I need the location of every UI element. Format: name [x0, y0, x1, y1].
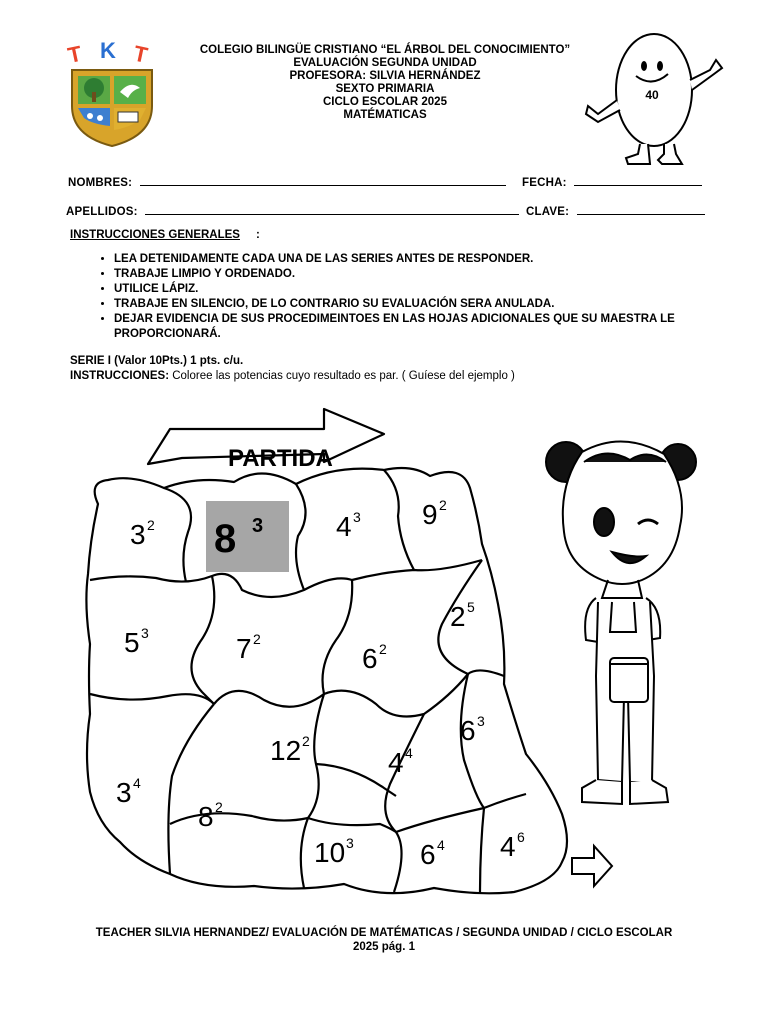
- instruction-item: • TRABAJE EN SILENCIO, DE LO CONTRARIO SU EVALUACIÓN SERA ANULADA.: [114, 297, 764, 312]
- nombres-label: NOMBRES:: [68, 177, 133, 189]
- power-base: 4: [388, 747, 404, 778]
- power-base: 6: [420, 839, 436, 870]
- power-base: 5: [124, 627, 140, 658]
- serie-title: SERIE I (Valor 10Pts.) 1 pts. c/u.: [70, 355, 244, 367]
- power-base: 9: [422, 499, 438, 530]
- instruction-item: • UTILICE LÁPIZ.: [114, 282, 764, 297]
- apellidos-row: [66, 203, 519, 218]
- power-base: 4: [500, 831, 516, 862]
- start-label: PARTIDA: [228, 445, 333, 472]
- power-cell[interactable]: [314, 835, 354, 868]
- serie-instructions-label: INSTRUCCIONES:: [70, 370, 170, 382]
- power-cell[interactable]: [422, 497, 447, 530]
- power-exponent: 2: [147, 517, 155, 533]
- fecha-label: FECHA:: [522, 177, 567, 189]
- power-base: 3: [116, 777, 132, 808]
- power-base: 6: [460, 715, 476, 746]
- power-exponent: 2: [379, 641, 387, 657]
- subject: MATÉMATICAS: [343, 109, 427, 121]
- serie-instructions: [70, 370, 515, 382]
- power-exponent: 4: [405, 745, 413, 761]
- fecha-blank[interactable]: [574, 174, 702, 186]
- nombres-blank[interactable]: [140, 174, 506, 186]
- power-exponent: 2: [253, 631, 261, 647]
- instruction-item: • TRABAJE LIMPIO Y ORDENADO.: [114, 267, 764, 282]
- logo-letter-t1: T: [65, 40, 84, 68]
- instructions-list: [90, 252, 764, 342]
- logo-letter-k: K: [100, 40, 116, 63]
- power-exponent: 4: [133, 775, 141, 791]
- clave-row: [526, 203, 705, 218]
- power-exponent: 4: [437, 837, 445, 853]
- instruction-item: • DEJAR EVIDENCIA DE SUS PROCEDIMEINTOES EN LAS HOJAS ADICIONALES QUE SU MAESTRA LE PROPORCIONARÁ.: [114, 312, 764, 342]
- school-header: [180, 44, 590, 122]
- school-logo: [62, 40, 162, 148]
- serie-instructions-text: Coloree las potencias cuyo resultado es par. ( Guíese del ejemplo ): [172, 370, 515, 382]
- power-base: 6: [362, 643, 378, 674]
- next-arrow-icon: [570, 842, 614, 890]
- instructions-colon: :: [256, 229, 260, 241]
- teacher-name: PROFESORA: SILVIA HERNÁNDEZ: [289, 70, 481, 82]
- power-cell[interactable]: [198, 799, 223, 832]
- clave-label: CLAVE:: [526, 206, 570, 218]
- footer-line-1: TEACHER SILVIA HERNANDEZ/ EVALUACIÓN DE MATÉMATICAS / SEGUNDA UNIDAD / CICLO ESCOLAR: [95, 927, 673, 939]
- power-cell[interactable]: [388, 745, 413, 778]
- school-cycle: CICLO ESCOLAR 2025: [323, 96, 447, 108]
- power-cell[interactable]: [420, 837, 445, 870]
- power-exponent: 5: [467, 599, 475, 615]
- power-exponent: 3: [346, 835, 354, 851]
- power-cell[interactable]: [130, 517, 155, 550]
- power-base: 4: [336, 511, 352, 542]
- power-exponent: 3: [353, 509, 361, 525]
- power-exponent: 6: [517, 829, 525, 845]
- power-base: 3: [130, 519, 146, 550]
- power-cell[interactable]: [270, 733, 310, 766]
- grade: SEXTO PRIMARIA: [335, 83, 435, 95]
- power-cell[interactable]: [236, 631, 261, 664]
- apellidos-label: APELLIDOS:: [66, 206, 138, 218]
- instruction-item: • LEA DETENIDAMENTE CADA UNA DE LAS SERIES ANTES DE RESPONDER.: [114, 252, 764, 267]
- clave-blank[interactable]: [577, 203, 705, 215]
- nombres-row: [68, 174, 506, 189]
- power-base: 2: [450, 601, 466, 632]
- page-footer: [40, 926, 728, 954]
- power-base: 10: [314, 837, 346, 868]
- power-cell[interactable]: [336, 509, 361, 542]
- power-cell[interactable]: [460, 713, 485, 746]
- power-exponent: 3: [141, 625, 149, 641]
- apellidos-blank[interactable]: [145, 203, 519, 215]
- power-cell[interactable]: [500, 829, 525, 862]
- school-name: COLEGIO BILINGÜE CRISTIANO “EL ÁRBOL DEL CONOCIMIENTO”: [199, 44, 571, 56]
- power-exponent: 2: [302, 733, 310, 749]
- girl-illustration: [542, 426, 702, 830]
- power-cell[interactable]: [450, 599, 475, 632]
- power-base: 12: [270, 735, 302, 766]
- logo-letter-t2: T: [131, 40, 150, 68]
- power-cell[interactable]: [362, 641, 387, 674]
- power-puzzle: [84, 404, 584, 909]
- fecha-row: [522, 174, 702, 189]
- instructions-title: INSTRUCCIONES GENERALES: [70, 229, 240, 241]
- power-exponent: 3: [477, 713, 485, 729]
- power-exponent: 2: [215, 799, 223, 815]
- power-exponent: 2: [439, 497, 447, 513]
- evaluation-title: EVALUACIÓN SEGUNDA UNIDAD: [293, 57, 477, 69]
- footer-line-2: 2025 pág. 1: [352, 941, 415, 953]
- example-power-base: 8: [214, 517, 237, 561]
- power-base: 7: [236, 633, 252, 664]
- score-value: 40: [645, 88, 659, 102]
- example-power-exponent: 3: [252, 515, 264, 537]
- power-cell[interactable]: [116, 775, 141, 808]
- power-base: 8: [198, 801, 214, 832]
- power-cell[interactable]: [124, 625, 149, 658]
